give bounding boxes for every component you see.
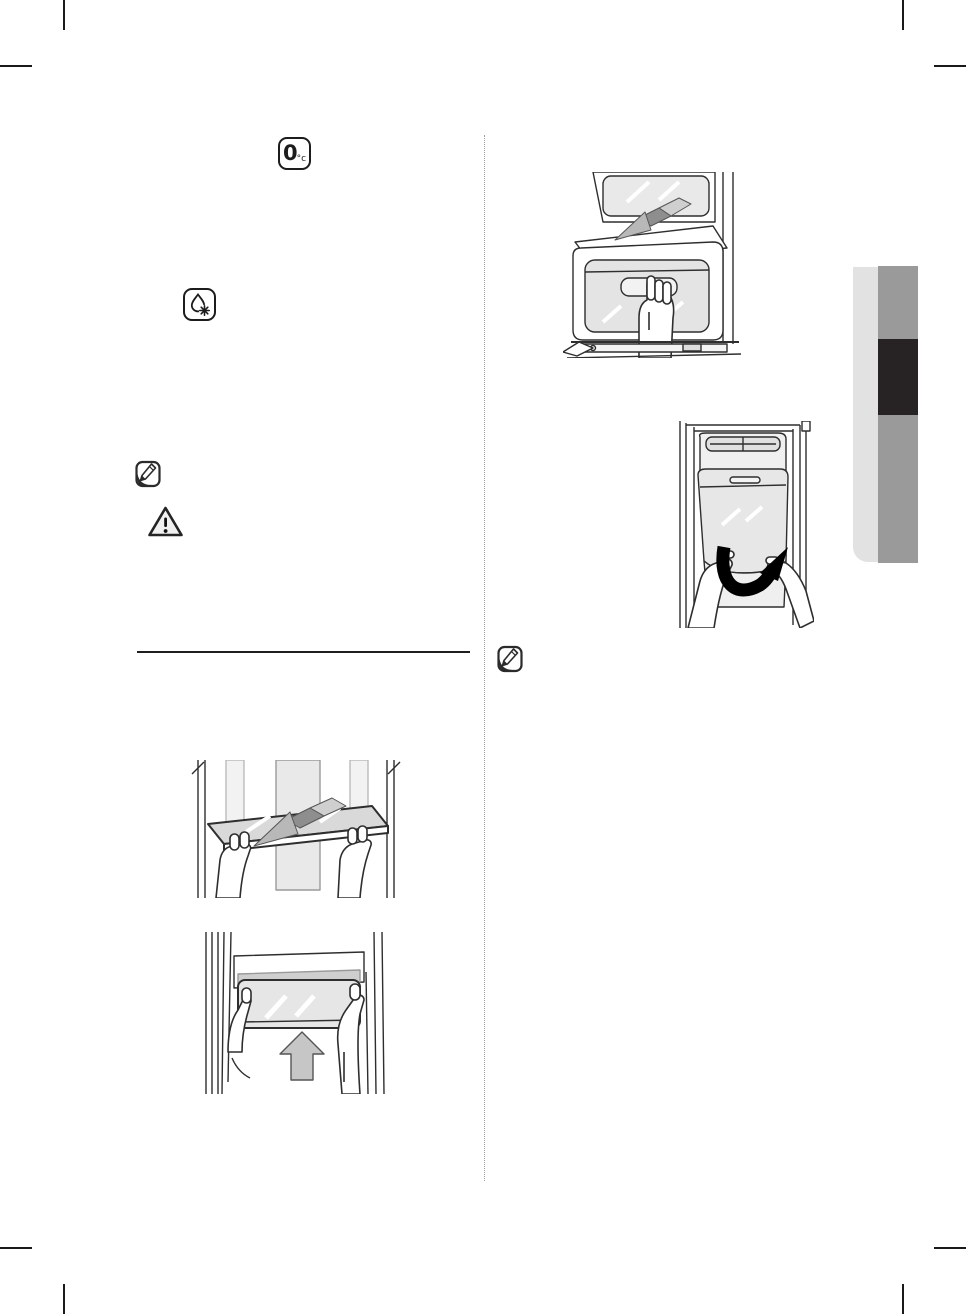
droplet-snowflake-glyph — [186, 291, 213, 318]
pencil-note-glyph — [497, 644, 524, 674]
ice-bucket-removal-art — [563, 172, 745, 358]
crop-mark-bottom-left-v — [63, 1284, 65, 1314]
column-divider — [484, 135, 485, 1181]
side-tab-segment — [878, 266, 918, 339]
figure-shelf-removal — [190, 760, 402, 898]
figure-ice-bucket-removal — [563, 172, 745, 358]
side-tab-segment-active — [878, 339, 918, 415]
crop-mark-bottom-right-v — [902, 1284, 904, 1314]
warning-triangle-icon — [147, 505, 184, 539]
figure-door-bin-lift — [198, 932, 398, 1094]
pencil-note-glyph — [135, 459, 162, 489]
zero-degree-zone-icon — [278, 137, 311, 170]
lift-up-arrow — [280, 1032, 324, 1080]
side-tab-segment — [878, 415, 918, 563]
pencil-note-icon — [497, 644, 524, 674]
zero-degree-label: 0 — [282, 141, 297, 165]
door-bin-lift-art — [198, 932, 398, 1094]
crop-mark-top-left-v — [63, 0, 65, 30]
crop-mark-top-left-h — [0, 65, 32, 67]
crop-mark-bottom-right-h — [934, 1247, 966, 1249]
shelf-removal-art — [190, 760, 402, 898]
side-tab-index — [853, 266, 918, 563]
side-tab-rail — [853, 267, 878, 562]
crop-mark-bottom-left-h — [0, 1247, 32, 1249]
droplet-snowflake-icon — [183, 288, 216, 321]
door-bucket-rotate-art — [674, 421, 814, 628]
crop-mark-top-right-v — [902, 0, 904, 30]
section-rule — [137, 651, 470, 653]
pencil-note-icon — [135, 459, 162, 489]
figure-door-bucket-rotate — [674, 421, 814, 628]
warning-triangle-glyph — [147, 505, 184, 539]
crop-mark-top-right-h — [934, 65, 966, 67]
zero-degree-unit: °c — [296, 154, 307, 164]
